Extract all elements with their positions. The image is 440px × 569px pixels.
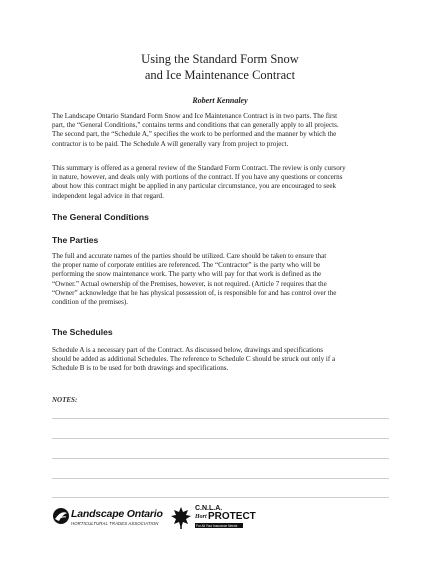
landscape-ontario-logo-icon <box>52 506 70 526</box>
footer-logos <box>0 506 440 536</box>
notes-rule <box>52 497 389 498</box>
parties-paragraph <box>52 252 397 307</box>
protect-tagline: For All Your Insurance Needs <box>196 523 238 528</box>
text-line: part, the “General Conditions,” contains terms and conditions that can generally apply to all projects. <box>52 121 339 130</box>
text-line: in nature, however, and deals only with portions of the contract. If you have any questions or concerns <box>52 173 343 182</box>
text-line: This summary is offered as a general review of the Standard Form Contract. The review is only cursory <box>52 164 346 172</box>
notes-rule <box>52 418 389 419</box>
text-line: The Landscape Ontario Standard Form Snow and Ice Maintenance Contract is in two parts. The first <box>52 112 338 120</box>
notes-rule <box>52 438 389 439</box>
notes-label: NOTES: <box>52 396 78 404</box>
heading-parties: The Parties <box>52 235 99 245</box>
protect-word: PROTECT <box>208 511 256 522</box>
landscape-ontario-tagline: HORTICULTURAL TRADES ASSOCIATION <box>71 521 159 526</box>
hort-word: Hort <box>195 514 207 520</box>
landscape-ontario-name: Landscape Ontario <box>71 508 163 520</box>
intro-paragraph-2 <box>52 164 397 201</box>
text-line: The full and accurate names of the parties should be utilized. Care should be taken to ensure that <box>52 252 327 260</box>
title-line-1: Using the Standard Form Snow <box>141 52 299 66</box>
notes-rule <box>52 478 389 479</box>
text-line: about how this contract might be applied in any particular circumstance, you are encouraged to seek <box>52 182 337 191</box>
text-line: The second part, the “Schedule A,” specifies the work to be performed and the manner by which the <box>52 130 337 139</box>
text-line: should be added as additional Schedules. The reference to Schedule C should be struck out only if a <box>52 355 336 364</box>
text-line: independent legal advice in that regard. <box>52 191 164 200</box>
heading-schedules: The Schedules <box>52 327 113 337</box>
text-line: Schedule B is to be used for both drawings and specifications. <box>52 364 229 373</box>
cnla-name: C.N.L.A. <box>195 505 223 512</box>
cnla-leaf-logo-icon <box>170 506 192 530</box>
text-line: “Owner” acknowledge that he has physical possession of, is responsible for and has control over the <box>52 288 337 297</box>
text-line: Schedule A is a necessary part of the Contract. As discussed below, drawings and specifications <box>52 346 324 354</box>
document-title <box>0 51 440 83</box>
heading-general-conditions: The General Conditions <box>52 212 149 222</box>
text-line: “Owner.” Actual ownership of the Premises, however, is not required. (Article 7 requires that the <box>52 279 327 288</box>
title-line-2: and Ice Maintenance Contract <box>144 68 296 82</box>
intro-paragraph-1 <box>52 112 397 149</box>
author-name: Robert Kennaley <box>192 96 248 105</box>
schedules-paragraph <box>52 346 397 374</box>
text-line: condition of the premises). <box>52 298 129 307</box>
text-line: the proper name of corporate entities are referenced. The “Contractor” is the party who will be <box>52 261 321 270</box>
text-line: performing the snow maintenance work. The party who will pay for that work is defined as the <box>52 270 322 279</box>
notes-rule <box>52 458 389 459</box>
text-line: contractor is to be paid. The Schedule A will generally vary from project to project. <box>52 139 289 148</box>
